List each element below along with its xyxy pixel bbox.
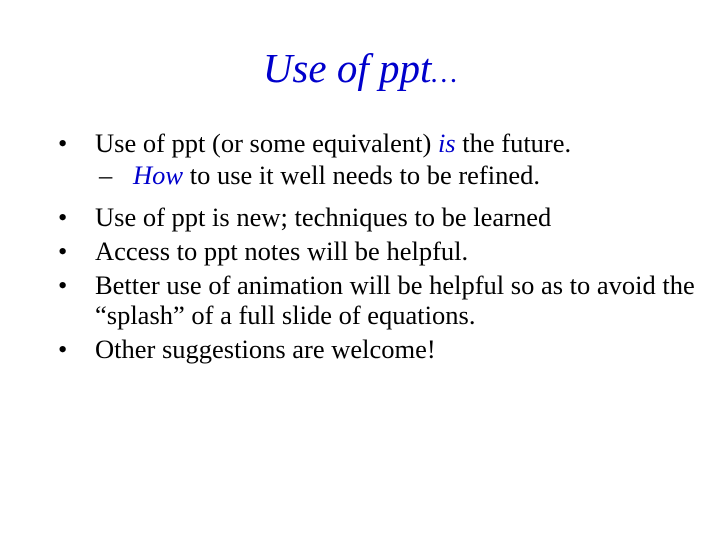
- sub-bullet-text: to use it well needs to be refined.: [183, 160, 540, 190]
- bullet-text: Use of ppt is new; techniques to be learned: [95, 202, 552, 232]
- bullet-text: Access to ppt notes will be helpful.: [95, 236, 469, 266]
- bullet-item-suggestions: [58, 334, 698, 364]
- slide-title-ellipsis: …: [431, 57, 458, 89]
- slide-title: [0, 40, 720, 101]
- bullet-list: [58, 128, 698, 376]
- sub-bullet-emphasis: How: [133, 160, 184, 190]
- bullet-text-before: Use of ppt (or some equivalent): [95, 128, 438, 158]
- sub-bullet-dash: –: [99, 160, 113, 190]
- sub-bullet-item-how: [58, 160, 698, 190]
- bullet-text: Other suggestions are welcome!: [95, 334, 436, 364]
- bullet-text: Better use of animation will be helpful so as to avoid the “splash” of a full slide of equations.: [95, 270, 695, 330]
- bullet-item-animation: [58, 270, 698, 330]
- bullet-item-future: [58, 128, 698, 158]
- bullet-item-notes: [58, 236, 698, 266]
- bullet-text-after: the future.: [455, 128, 572, 158]
- bullet-emphasis: is: [437, 128, 456, 158]
- bullet-item-new: [58, 202, 698, 232]
- slide-title-text: Use of ppt: [262, 45, 432, 91]
